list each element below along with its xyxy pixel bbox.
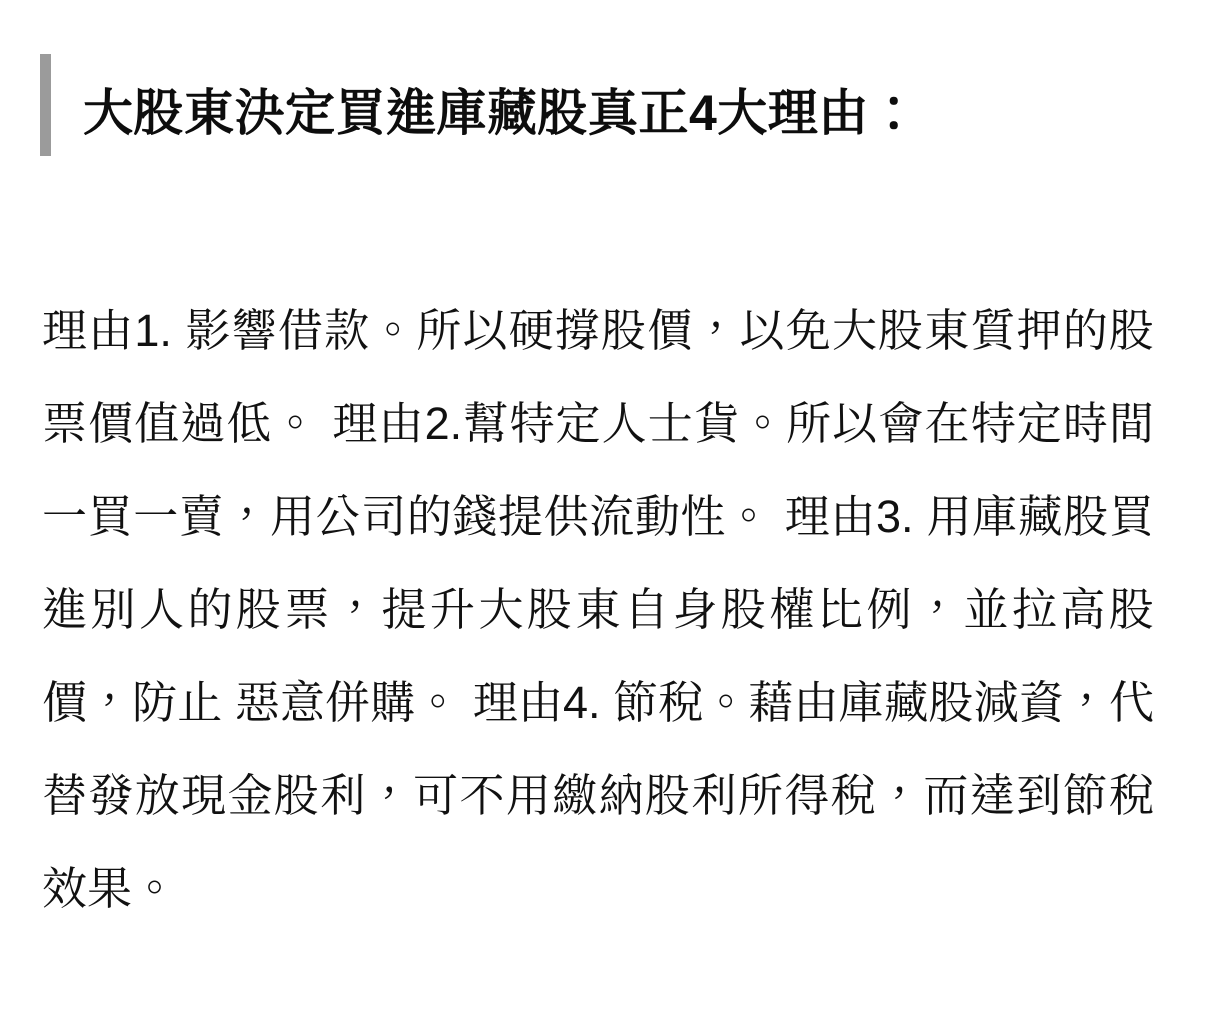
body-section xyxy=(0,177,1206,935)
heading-accent-bar xyxy=(40,54,51,156)
body-paragraph: 理由1. 影響借款。所以硬撐股價，以免大股東質押的股票價值過低。 理由2.幫特定人士貨。所以會在特定時間一買一賣，用公司的錢提供流動性。 理由3. 用庫藏股買進別人的股票，提升大股東自身股權比例，並拉高股價，防止 惡意併購。 理由4. 節稅。藉由庫藏股減資，代替發放現金股利，可不用繳納股利所得稅，而達到節稅效果。 xyxy=(42,305,1154,914)
page-title: 大股東決定買進庫藏股真正4大理由： xyxy=(83,84,920,141)
heading-block xyxy=(0,0,1206,177)
